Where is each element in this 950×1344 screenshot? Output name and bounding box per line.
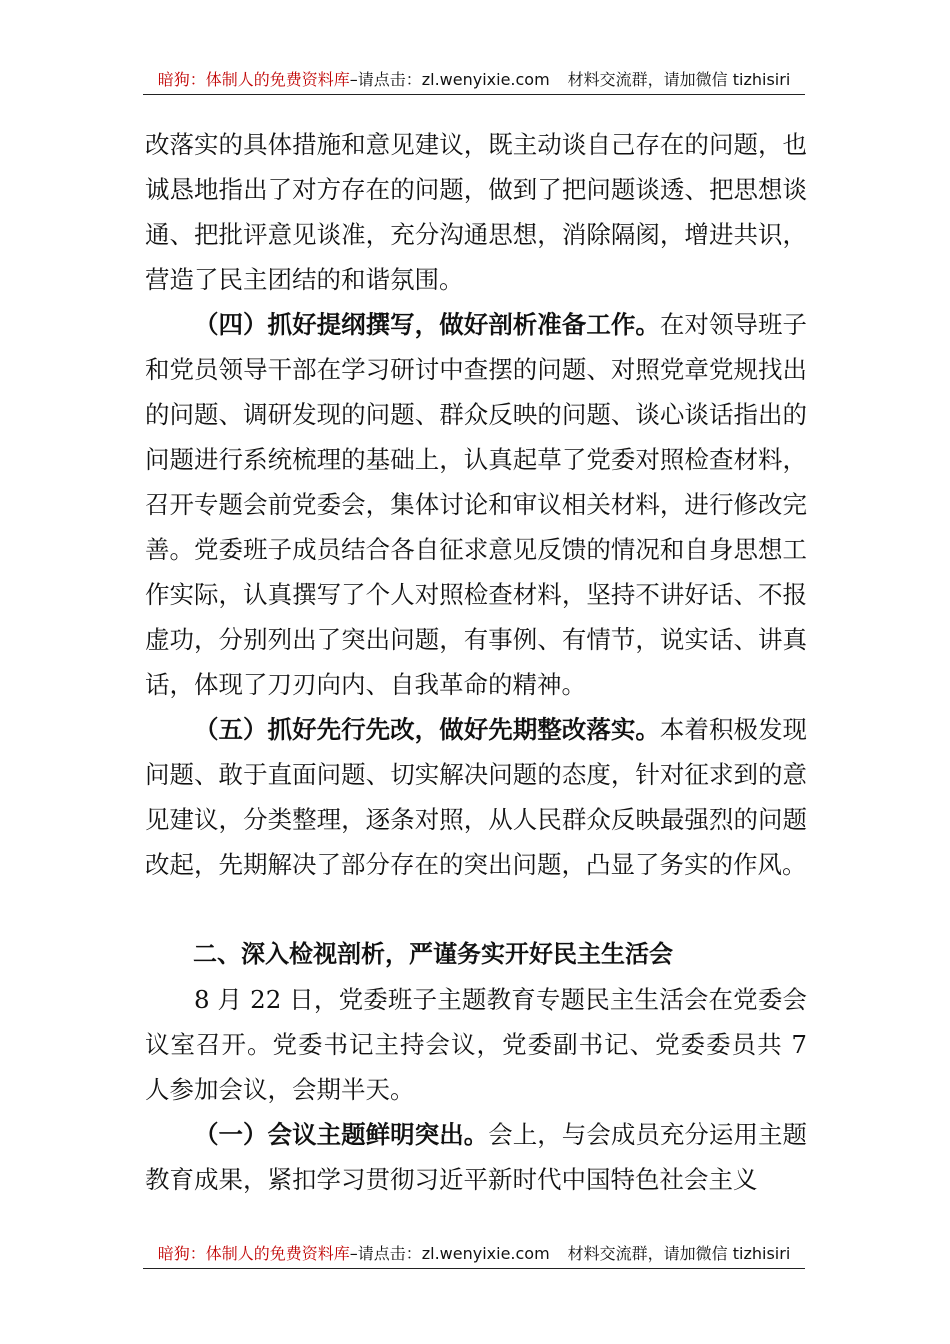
- paragraph-5-lead: （一）会议主题鲜明突出。: [194, 1120, 489, 1149]
- contact-note: 材料交流群，请加微信 tizhisiri: [567, 1244, 791, 1263]
- contact-note: 材料交流群，请加微信 tizhisiri: [567, 70, 791, 89]
- section-heading: 二、深入检视剖析，严谨务实开好民主生活会: [193, 940, 673, 968]
- click-prompt: –请点击：: [349, 70, 422, 89]
- paragraph-2-body: 在对领导班子和党员领导干部在学习研讨中查摆的问题、对照党章党规找出的问题、调研发现的问题、群众反映的问题、谈心谈话指出的问题进行系统梳理的基础上，认真起草了党委对照检查材料，召开专题会前党委会，集体讨论和审议相关材料，进行修改完善。党委班子成员结合各自征求意见反馈的情况和自身思想工作实际，认真撰写了个人对照检查材料，坚持不讲好话、不报虚功，分别列出了突出问题，有事例、有情节，说实话、讲真话，体现了刀刃向内、自我革命的精神。: [145, 310, 808, 699]
- paragraph-4: 8 月 22 日，党委班子主题教育专题民主生活会在党委会议室召开。党委书记主持会议，党委副书记、党委委员共 7 人参加会议，会期半天。: [145, 985, 807, 1104]
- header-banner: [143, 69, 805, 95]
- paragraph-3-lead: （五）抓好先行先改，做好先期整改落实。: [194, 715, 660, 744]
- site-url-link[interactable]: zl.wenyixie.com: [421, 1244, 550, 1263]
- site-url-link[interactable]: zl.wenyixie.com: [421, 70, 550, 89]
- site-name: 暗狗：体制人的免费资料库: [157, 1244, 350, 1263]
- paragraph-3-body: 本着积极发现问题、敢于直面问题、切实解决问题的态度，针对征求到的意见建议，分类整理，逐条对照，从人民群众反映最强烈的问题改起，先期解决了部分存在的突出问题，凸显了务实的作风。: [145, 715, 808, 879]
- paragraph-3: [145, 707, 807, 887]
- site-name: 暗狗：体制人的免费资料库: [157, 70, 350, 89]
- paragraph-2: [145, 302, 807, 707]
- paragraph-5-body: 会上，与会成员充分运用主题教育成果，紧扣学习贯彻习近平新时代中国特色社会主义: [145, 1120, 807, 1194]
- footer-banner: [143, 1243, 805, 1269]
- paragraph-1: 改落实的具体措施和意见建议，既主动谈自己存在的问题，也诚恳地指出了对方存在的问题，做到了把问题谈透、把思想谈通、把批评意见谈准，充分沟通思想，消除隔阂，增进共识，营造了民主团结的和谐氛围。: [145, 130, 807, 294]
- paragraph-5: [145, 1112, 807, 1202]
- click-prompt: –请点击：: [349, 1244, 422, 1263]
- paragraph-2-lead: （四）抓好提纲撰写，做好剖析准备工作。: [194, 310, 660, 339]
